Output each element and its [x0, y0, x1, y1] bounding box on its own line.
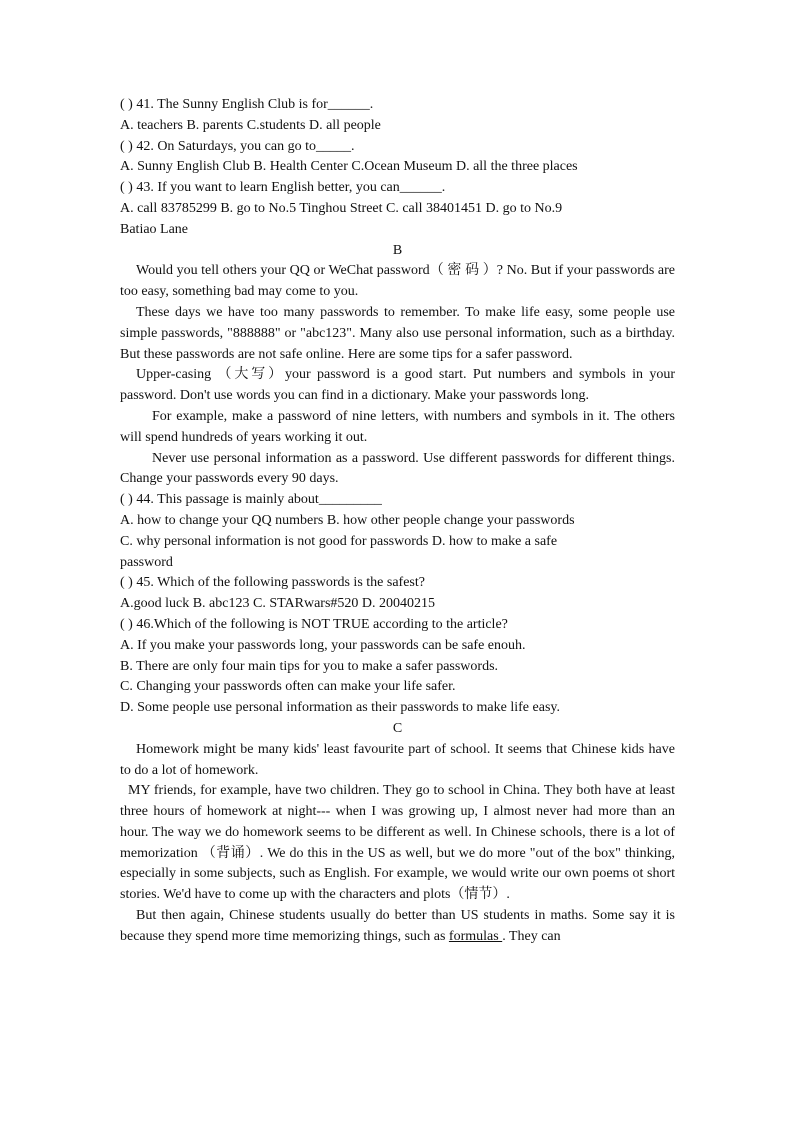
q41-options: A. teachers B. parents C.students D. all people [120, 117, 381, 133]
section-c-heading: C [392, 720, 403, 736]
q44-stem: ( ) 44. This passage is mainly about_________ [120, 492, 382, 508]
q44-options-line1: A. how to change your QQ numbers B. how other people change your passwords [120, 512, 575, 528]
q44-options-line3: password [120, 554, 173, 570]
q44-options-line2: C. why personal information is not good for passwords D. how to make a safe [120, 533, 558, 549]
q46-option-d: D. Some people use personal information as their passwords to make life easy. [120, 700, 560, 716]
section-b-paragraph-5: Never use personal information as a password. Use different passwords for different things. Change your passwords every 90 days. [120, 450, 675, 487]
section-b-paragraph-3: Upper-casing （大写）your password is a good start. Put numbers and symbols in your password. Don't use words you can find in a dictionary. Make your passwords long. [120, 367, 675, 404]
q45-options: A.good luck B. abc123 C. STARwars#520 D. 20040215 [120, 596, 436, 612]
q43-stem: ( ) 43. If you want to learn English better, you can______. [120, 180, 446, 196]
q43-options-line2: Batiao Lane [120, 221, 189, 237]
document-page [120, 95, 675, 948]
q46-option-c: C. Changing your passwords often can make your life safer. [120, 679, 456, 695]
section-c-paragraph-2: MY friends, for example, have two children. They go to school in China. They both have at least three hours of homework at night--- when I was growing up, I almost never had more than an hour. The way we do homework seems to be different as well. In Chinese schools, there is a lot of memorization （背诵）. We do this in the US as well, but we do more "out of the box" thinking, especially in some subjects, such as English. For example, we would write our own poems ot short stories. We'd have to come up with the characters and plots（情节）. [120, 783, 675, 903]
q43-options-line1: A. call 83785299 B. go to No.5 Tinghou Street C. call 38401451 D. go to No.9 [120, 200, 563, 216]
section-c-paragraph-3-start: But then again, Chinese students usually do better than US students in maths. Some say it is because they spend more time memorizing things, such as [120, 908, 675, 944]
q42-options: A. Sunny English Club B. Health Center C.Ocean Museum D. all the three places [120, 159, 578, 175]
section-b-paragraph-1: Would you tell others your QQ or WeChat password（ 密 码 ）? No. But if your passwords are too easy, something bad may come to you. [120, 263, 675, 300]
section-c-paragraph-3-end: . They can [502, 928, 561, 944]
section-b-paragraph-2: These days we have too many passwords to remember. To make life easy, some people use simple passwords, "888888" or "abc123". Many also use personal information, such as a birthday. But these passwords are not safe online. Here are some tips for a safer password. [120, 304, 675, 362]
q42-stem: ( ) 42. On Saturdays, you can go to_____. [120, 138, 355, 154]
q46-stem: ( ) 46.Which of the following is NOT TRUE according to the article? [120, 616, 508, 632]
section-b-heading: B [392, 242, 403, 258]
q41-stem: ( ) 41. The Sunny English Club is for______. [120, 97, 374, 112]
q45-stem: ( ) 45. Which of the following passwords is the safest? [120, 575, 425, 591]
section-b-paragraph-4: For example, make a password of nine letters, with numbers and symbols in it. The others will spend hundreds of years working it out. [120, 408, 675, 445]
q46-option-b: B. There are only four main tips for you to make a safer passwords. [120, 658, 499, 674]
section-c-paragraph-3 [120, 906, 675, 948]
section-c-paragraph-1: Homework might be many kids' least favourite part of school. It seems that Chinese kids have to do a lot of homework. [120, 741, 675, 778]
q46-option-a: A. If you make your passwords long, your passwords can be safe enouh. [120, 637, 526, 653]
underlined-word-formulas: formulas [448, 928, 503, 944]
